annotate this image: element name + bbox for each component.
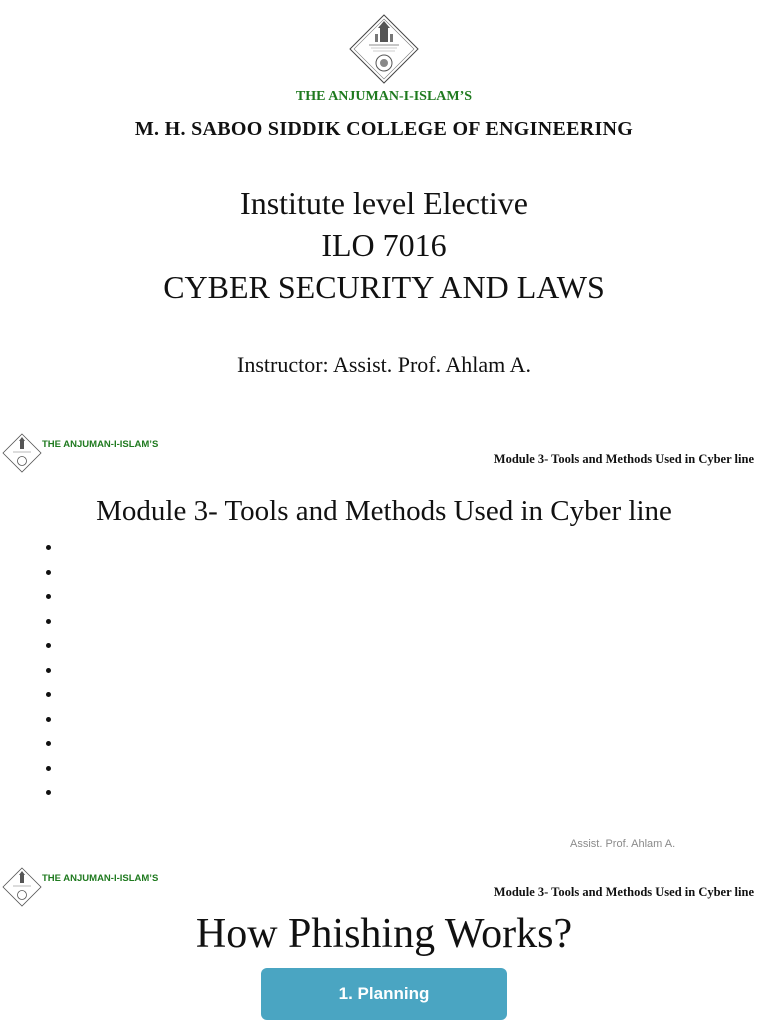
slide-title: How Phishing Works? (195, 911, 573, 957)
trust-name-small: THE ANJUMAN-I-ISLAM’S (42, 873, 159, 884)
course-title: CYBER SECURITY AND LAWS (163, 269, 605, 305)
course-type: Institute level Elective (240, 185, 528, 221)
trust-name: THE ANJUMAN-I-ISLAM’S (295, 89, 473, 104)
college-logo-small (2, 433, 42, 473)
instructor-name: Instructor: Assist. Prof. Ahlam A. (237, 352, 531, 377)
course-code: ILO 7016 (321, 227, 447, 263)
college-logo-small (2, 867, 42, 907)
module-header: Module 3- Tools and Methods Used in Cyber line (493, 885, 754, 899)
step-planning-box: 1. Planning (261, 968, 507, 1020)
trust-name-small: THE ANJUMAN-I-ISLAM’S (42, 439, 159, 450)
college-name: M. H. SABOO SIDDIK COLLEGE OF ENGINEERING (134, 118, 634, 140)
slide-title: Module 3- Tools and Methods Used in Cyber line (96, 495, 672, 527)
module-header: Module 3- Tools and Methods Used in Cyber line (493, 452, 754, 466)
footer-instructor: Assist. Prof. Ahlam A. (570, 838, 676, 850)
college-logo (349, 14, 419, 84)
